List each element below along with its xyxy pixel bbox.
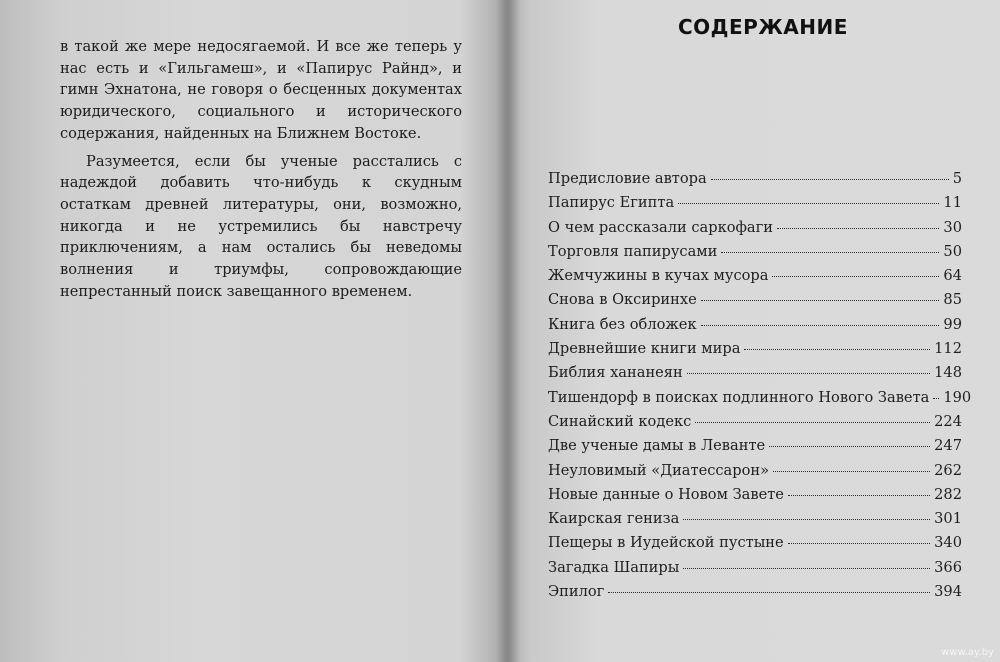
toc-entry xyxy=(548,559,962,583)
toc-leader-dots xyxy=(788,495,930,496)
toc-entry-title: Каирская гениза xyxy=(548,510,680,528)
toc-leader-dots xyxy=(608,592,930,593)
toc-leader-dots xyxy=(701,300,940,301)
toc-leader-dots xyxy=(683,519,930,520)
toc-entry-page: 112 xyxy=(934,340,962,358)
toc-leader-dots xyxy=(933,398,939,399)
toc-entry-page: 282 xyxy=(934,485,962,503)
toc-entry-title: О чем рассказали саркофаги xyxy=(548,218,774,236)
toc-entry-page: 394 xyxy=(934,583,962,601)
watermark: www.ay.by xyxy=(941,647,994,658)
toc-entry-title: Новые данные о Новом Завете xyxy=(548,485,784,503)
toc-entry-page: 366 xyxy=(934,558,962,576)
toc-entry-page: 30 xyxy=(943,218,962,236)
toc-entry xyxy=(548,534,962,558)
toc-leader-dots xyxy=(769,446,930,447)
toc-leader-dots xyxy=(695,422,930,423)
toc-entry-title: Пещеры в Иудейской пустыне xyxy=(548,534,784,552)
toc-entry xyxy=(548,413,962,437)
toc-leader-dots xyxy=(772,276,939,277)
toc-entry-page: 11 xyxy=(943,194,962,212)
toc-entry-page: 99 xyxy=(943,315,962,333)
toc-leader-dots xyxy=(711,179,949,180)
toc-entry xyxy=(548,170,962,194)
toc-entry-title: Древнейшие книги мира xyxy=(548,340,741,358)
toc-entry-page: 190 xyxy=(943,388,972,406)
toc-entry-title: Предисловие автора xyxy=(548,170,707,187)
toc-entry-page: 64 xyxy=(943,267,962,285)
toc-leader-dots xyxy=(744,349,930,350)
left-paragraph-1: в такой же мере недосягаемой. И все же теперь у нас есть и «Гильгамеш», и «Папирус Райнд», и гимн Эхнатона, не говоря о бесценных документах юридического, социального и исторического содержания, найденных на Ближнем Востоке. xyxy=(60,38,462,142)
toc-entry xyxy=(548,388,972,413)
toc-entry-title: Эпилог xyxy=(548,583,605,601)
toc-entry xyxy=(548,219,962,243)
toc-entry xyxy=(548,243,962,267)
table-of-contents xyxy=(548,170,972,607)
toc-entry-page: 340 xyxy=(934,534,962,552)
toc-entry xyxy=(548,462,962,486)
toc-leader-dots xyxy=(788,543,930,544)
toc-entry-title: Две ученые дамы в Леванте xyxy=(548,437,766,455)
toc-entry-page: 50 xyxy=(943,242,962,260)
toc-entry-title: Загадка Шапиры xyxy=(548,558,680,576)
toc-entry-title: Синайский кодекс xyxy=(548,412,692,430)
toc-leader-dots xyxy=(683,568,930,569)
toc-leader-dots xyxy=(721,252,939,253)
toc-entry-title: Библия хананеян xyxy=(548,364,683,382)
toc-entry-page: 148 xyxy=(934,364,962,382)
toc-entry-title: Тишендорф в поисках подлинного Нового Завета xyxy=(548,388,930,406)
toc-entry xyxy=(548,267,962,291)
toc-entry-page: 85 xyxy=(943,291,962,309)
toc-entry-page: 224 xyxy=(934,412,962,430)
book-gutter xyxy=(496,0,520,662)
toc-entry-title: Неуловимый «Диатессарон» xyxy=(548,461,770,479)
toc-leader-dots xyxy=(701,325,940,326)
toc-entry-page: 5 xyxy=(952,170,962,187)
toc-entry-title: Книга без обложек xyxy=(548,315,697,333)
toc-entry xyxy=(548,316,962,340)
toc-entry-page: 262 xyxy=(934,461,962,479)
toc-entry xyxy=(548,340,962,364)
toc-entry xyxy=(548,510,962,534)
toc-entry xyxy=(548,486,962,510)
toc-entry-title: Жемчужины в кучах мусора xyxy=(548,267,769,285)
left-page xyxy=(60,36,462,302)
toc-entry xyxy=(548,291,962,315)
toc-entry-title: Снова в Оксиринхе xyxy=(548,291,697,309)
toc-entry-page: 301 xyxy=(934,510,962,528)
left-paragraph-2: Разумеется, если бы ученые расстались с надеждой добавить что-нибудь к скудным остаткам древней литературы, они, возможно, никогда и не устремились бы навстречу приключениям, а нам остались бы неведомы волнения и триумфы, сопровождающие непрестанный поиск завещанного временем. xyxy=(60,152,462,300)
toc-entry xyxy=(548,364,962,388)
toc-leader-dots xyxy=(777,228,939,229)
toc-entry xyxy=(548,583,962,607)
toc-entry-title: Папирус Египта xyxy=(548,194,675,212)
toc-entry xyxy=(548,437,962,461)
toc-leader-dots xyxy=(687,373,930,374)
toc-entry-title: Торговля папирусами xyxy=(548,242,718,260)
toc-entry xyxy=(548,194,962,218)
toc-title: СОДЕРЖАНИЕ xyxy=(678,15,848,39)
toc-leader-dots xyxy=(773,471,930,472)
toc-entry-page: 247 xyxy=(934,437,962,455)
toc-leader-dots xyxy=(678,203,939,204)
